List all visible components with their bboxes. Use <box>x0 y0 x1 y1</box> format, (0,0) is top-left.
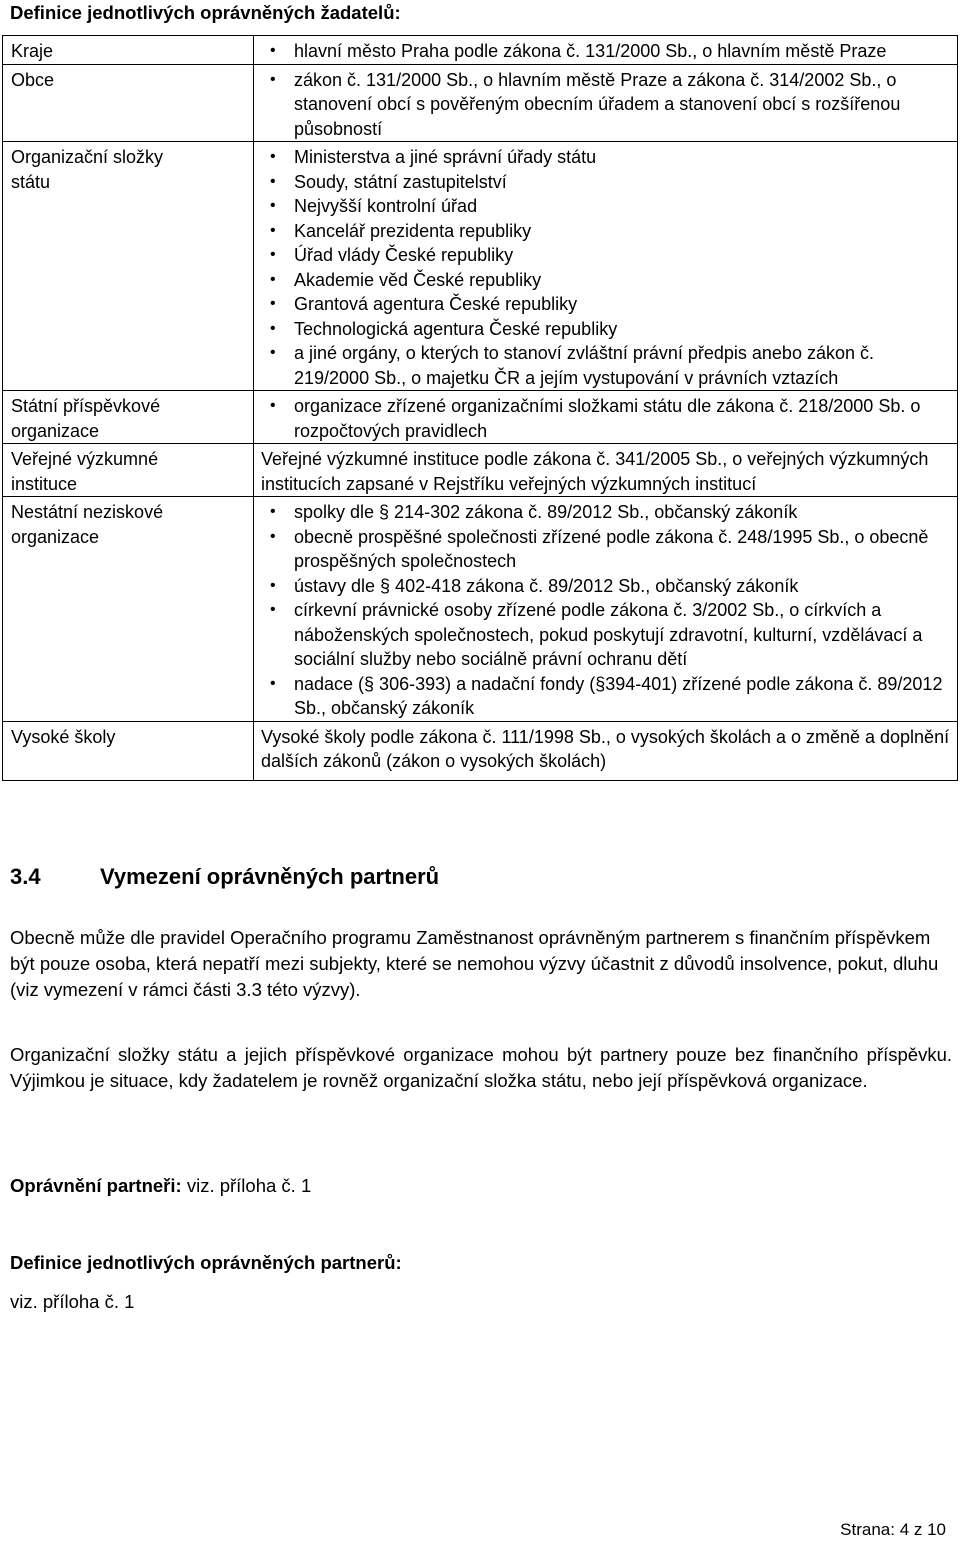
list-item: • Soudy, státní zastupitelství <box>261 170 953 195</box>
paragraph-state-bodies: Organizační složky státu a jejich příspěvkové organizace mohou být partnery pouze bez finančního příspěvku. Výjimkou je situace, kdy žadatelem je rovněž organizační složka státu, nebo její příspěvková organizace. <box>10 1044 952 1091</box>
list-item: • ústavy dle § 402-418 zákona č. 89/2012 Sb., občanský zákoník <box>261 574 953 599</box>
list-item: • Kancelář prezidenta republiky <box>261 219 953 244</box>
table-row <box>3 391 958 444</box>
label-line: Kraje <box>11 41 54 61</box>
bullet-list <box>261 145 953 390</box>
table-row <box>3 497 958 722</box>
label-line: organizace <box>11 526 100 547</box>
page-number: Strana: 4 z 10 <box>840 1520 946 1539</box>
bullet-list <box>261 68 953 142</box>
row-label <box>3 444 254 497</box>
list-item: • Ministerstva a jiné správní úřady státu <box>261 145 953 170</box>
partner-definitions-value: viz. příloha č. 1 <box>10 1291 135 1312</box>
list-item: • Grantová agentura České republiky <box>261 292 953 317</box>
partners-line <box>10 1173 952 1199</box>
label-line: státu <box>11 171 51 192</box>
section-title <box>10 865 439 890</box>
row-description <box>254 721 958 780</box>
table-row <box>3 444 958 497</box>
table-row <box>3 142 958 391</box>
row-label <box>3 64 254 142</box>
row-text: Veřejné výzkumné instituce podle zákona č. 341/2005 Sb., o veřejných výzkumných institucích zapsané v Rejstříku veřejných výzkumných institucí <box>261 449 929 494</box>
row-description <box>254 444 958 497</box>
table-row <box>3 36 958 65</box>
partner-definitions-heading: Definice jednotlivých oprávněných partnerů: <box>10 1252 402 1273</box>
label-line: Veřejné výzkumné <box>11 449 159 469</box>
row-description <box>254 497 958 722</box>
applicants-table <box>2 35 958 781</box>
list-item: • obecně prospěšné společnosti zřízené podle zákona č. 248/1995 Sb., o obecně prospěšných společnostech <box>261 525 953 574</box>
section-title-text: Vymezení oprávněných partnerů <box>100 864 440 889</box>
table-row <box>3 721 958 780</box>
partners-value: viz. příloha č. 1 <box>186 1175 312 1196</box>
row-description <box>254 64 958 142</box>
partners-label: Oprávnění partneři: <box>10 1175 182 1196</box>
bullet-list <box>261 394 953 443</box>
list-item: • a jiné orgány, o kterých to stanoví zvláštní právní předpis anebo zákon č. 219/2000 Sb., o majetku ČR a jejím vystupování v právních vztazích <box>261 341 953 390</box>
row-text: Vysoké školy podle zákona č. 111/1998 Sb., o vysokých školách a o změně a doplnění dalších zákonů (zákon o vysokých školách) <box>261 726 950 771</box>
applicants-heading: Definice jednotlivých oprávněných žadatelů: <box>10 2 401 23</box>
label-line: Nestátní neziskové <box>11 502 164 522</box>
list-item: • církevní právnické osoby zřízené podle zákona č. 3/2002 Sb., o církvích a náboženských společnostech, pokud poskytují zdravotní, kulturní, vzdělávací a sociální služby nebo sociálně právní ochranu dětí <box>261 598 953 672</box>
list-item: • Technologická agentura České republiky <box>261 317 953 342</box>
row-label <box>3 142 254 391</box>
label-line: Státní příspěvkové <box>11 396 161 416</box>
label-line: organizace <box>11 420 100 441</box>
bullet-list <box>261 39 953 64</box>
list-item: • zákon č. 131/2000 Sb., o hlavním městě Praze a zákona č. 314/2002 Sb., o stanovení obcí s pověřeným obecním úřadem a stanovení obcí s rozšířenou působností <box>261 68 953 142</box>
table-row <box>3 64 958 142</box>
row-label <box>3 391 254 444</box>
paragraph-partners-eligibility: Obecně může dle pravidel Operačního programu Zaměstnanost oprávněným partnerem s finančním příspěvkem být pouze osoba, která nepatří mezi subjekty, které se nemohou výzvy účastnit z důvodů insolvence, pokut, dluhu (viz vymezení v rámci části 3.3 této výzvy). <box>10 927 939 1000</box>
label-line: Obce <box>11 69 55 90</box>
section-number: 3.4 <box>10 864 41 889</box>
row-description <box>254 142 958 391</box>
list-item: • Akademie věd České republiky <box>261 268 953 293</box>
list-item: • nadace (§ 306-393) a nadační fondy (§394-401) zřízené podle zákona č. 89/2012 Sb., občanský zákoník <box>261 672 953 721</box>
label-line: instituce <box>11 473 78 494</box>
row-description <box>254 36 958 65</box>
list-item: • Úřad vlády České republiky <box>261 243 953 268</box>
row-label <box>3 497 254 722</box>
row-label <box>3 721 254 780</box>
list-item: • hlavní město Praha podle zákona č. 131/2000 Sb., o hlavním městě Praze <box>261 39 953 64</box>
label-line: Vysoké školy <box>11 726 116 747</box>
label-line: Organizační složky <box>11 147 164 167</box>
bullet-list <box>261 500 953 721</box>
row-label <box>3 36 254 65</box>
list-item: • Nejvyšší kontrolní úřad <box>261 194 953 219</box>
row-description <box>254 391 958 444</box>
list-item: • organizace zřízené organizačními složkami státu dle zákona č. 218/2000 Sb. o rozpočtových pravidlech <box>261 394 953 443</box>
list-item: • spolky dle § 214-302 zákona č. 89/2012 Sb., občanský zákoník <box>261 500 953 525</box>
